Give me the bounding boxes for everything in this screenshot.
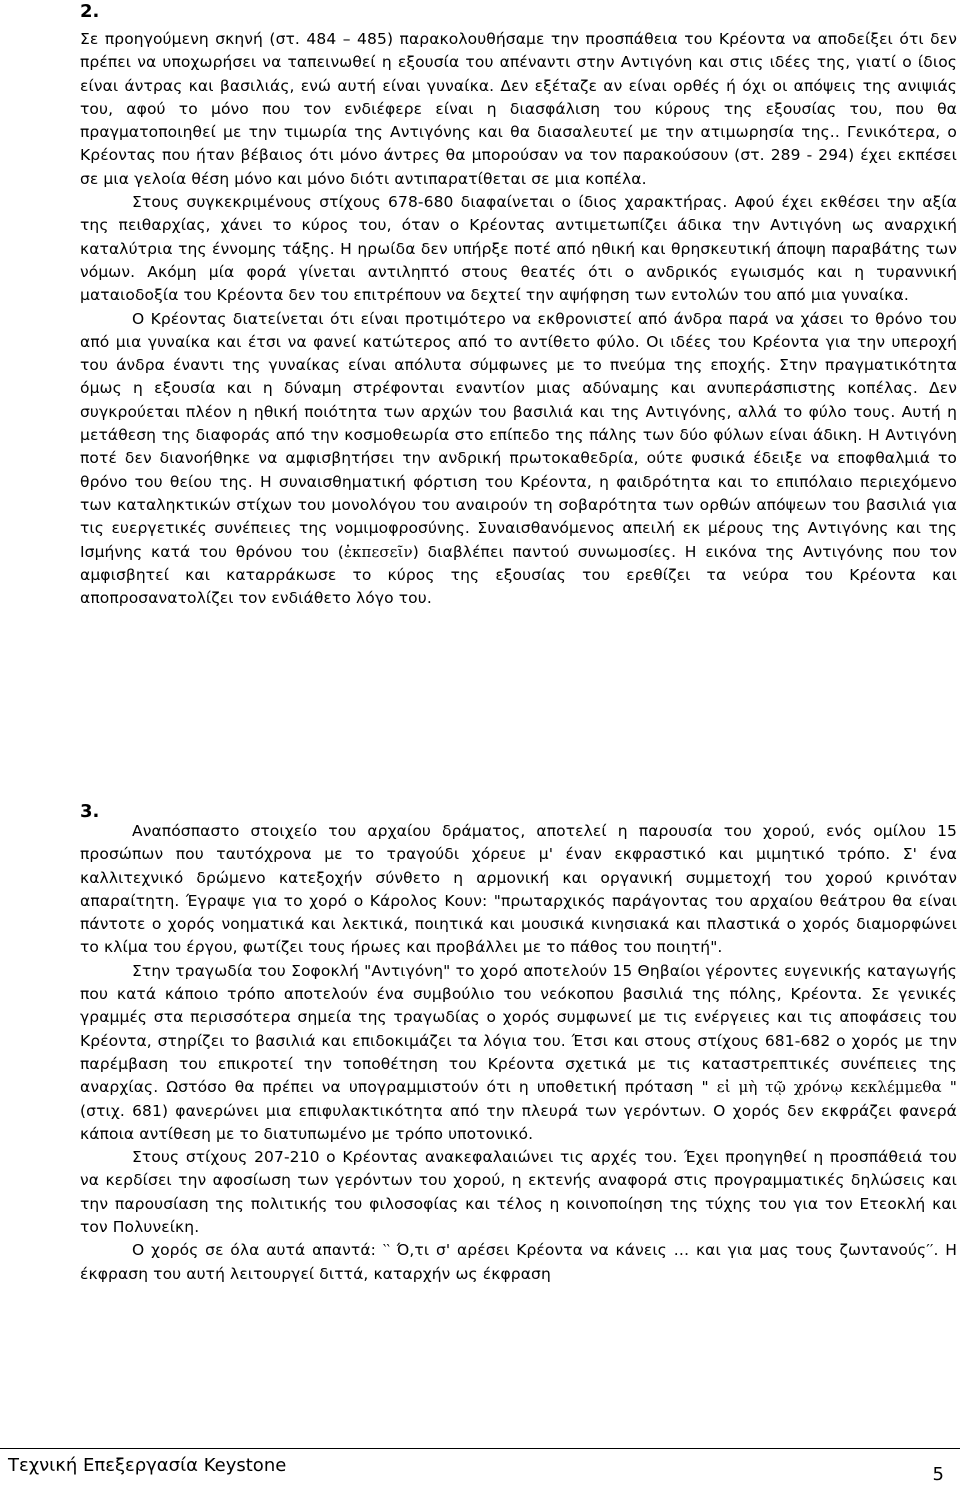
section-3-body: [80, 820, 957, 1286]
paragraph-3-end: ) διαβλέπει παντού συνωμοσίες. Η εικόνα της Αντιγόνης που τον αμφισβητεί και καταρράκωσε το κύρος της εξουσίας του ερεθίζει τα νεύρα του Κρέοντα και αποπροσανατολίζει τον ενδιάθετο λόγο του.: [80, 542, 957, 608]
section-3-number: 3.: [80, 801, 100, 822]
page-number: 5: [932, 1464, 944, 1485]
paragraph-2-text: Στην τραγωδία του Σοφοκλή "Αντιγόνη" το χορό αποτελούν 15 Θηβαίοι γέροντες ευγενικής καταγωγής που κατά κάποιο τρόπο αποτελούν ένα συμβούλιο του νεόκοπου βασιλιά της πόλης, Κρέοντα. Σε γενικές γραμμές στα περισσότερα σημεία της τραγωδίας ο χορός συμφωνεί με τις ενέργειες και τις αποφάσεις του Κρέοντα, στηρίζει το βασιλιά και επιδοκιμάζει τα λόγια του. Έτσι και στους στίχους 681-682 ο χορός με την παρέμβαση του επικροτεί την τοποθέτηση του Κρέοντα σχετικά με τις καταστρεπτικές συνέπειες της αναρχίας. Ωστόσο θα πρέπει να υπογραμμιστούν ότι η υποθετική πρόταση ": [80, 961, 957, 1097]
section-2-paragraph-2: Στους συγκεκριμένους στίχους 678-680 διαφαίνεται ο ίδιος χαρακτήρας. Αφού έχει εκθέσει την αξία της πειθαρχίας, χάνει το κύρος του, όταν ο Κρέοντας αντιμετωπίζει άδικα την Αντιγόνη ως αναρχική καταλύτρια της έννομης τάξης. Η ηρωίδα δεν υπήρξε ποτέ από ηθική και θρησκευτική άποψη παραβάτης των νόμων. Ακόμη μία φορά γίνεται αντιληπτό στους θεατές ότι ο ανδρικός εγωισμός και η τυραννική ματαιοδοξία του Κρέοντα δεν του επιτρέπουν να δεχτεί την αψήφηση των εντολών του από μια γυναίκα.: [80, 193, 957, 305]
paragraph-2-end: " (στιχ. 681) φανερώνει μια επιφυλακτικότητα από την πλευρά των γερόντων. Ο χορός δεν εκφράζει φανερά κάποια αντίθεση με το διατυπωμένο με τρόπο υποτονικό.: [80, 1078, 957, 1143]
footer-credit: Τεχνική Επεξεργασία Keystone: [8, 1455, 287, 1476]
section-2-body: [80, 28, 957, 610]
ancient-greek-word: ἐκπεσεῖν: [343, 542, 413, 561]
section-2-number: 2.: [80, 1, 100, 22]
section-3-paragraph-1: Αναπόσπαστο στοιχείο του αρχαίου δράματος, αποτελεί η παρουσία του χορού, ενός ομίλου 15 προσώπων που ταυτόχρονα με το τραγούδι χόρευε μ' έναν εκφραστικό και μιμητικό τρόπο. Σ' ένα καλλιτεχνικό δρώμενο κατεξοχήν σύνθετο η αρμονική και οργανική συμμετοχή του χορού κρινόταν απαραίτητη. Έγραψε για το χορό ο Κάρολος Κουν: "πρωταρχικός παράγοντας του αρχαίου θεάτρου θα είναι πάντοτε ο χορός νοηματικά και λεκτικά, ποιητικά και μουσικά κινησιακά και πλαστικά ο χορός διαμορφώνει το κλίμα του έργου, φωτίζει τους ήρωες και προβάλλει με το πάθος του ποιητή".: [80, 822, 957, 957]
paragraph-3-text: Ο Κρέοντας διατείνεται ότι είναι προτιμότερο να εκθρονιστεί από άνδρα παρά να χάσει το θρόνο του από μια γυναίκα και έτσι να φανεί κατώτερος από το αντίθετο φύλο. Οι ιδέες του Κρέοντα για την υπεροχή του άνδρα έναντι της γυναίκας είναι απόλυτα σύμφωνες με το πνεύμα της εποχής. Στην πραγματικότητα όμως η εξουσία και η δύναμη στρέφονται εναντίον μιας αδύναμης και ανυπεράσπιστης κοπέλας. Δεν συγκρούεται πλέον η ηθική ποιότητα των αρχών του βασιλιά και της Αντιγόνης, αλλά το φύλο τους. Αυτή η μετάθεση της διαφοράς από την κοσμοθεωρία στο επίπεδο της πάλης των δύο φύλων είναι άδικη. Η Αντιγόνη ποτέ δεν διανοήθηκε να αμφισβητήσει την ανδρική πρωτοκαθεδρία, ούτε φυσικά έδειξε να εποφθαλμιά το θρόνο του θείου της. Η συναισθηματική φόρτιση του Κρέοντα, η φαιδρότητα και το επιπόλαιο περιεχόμενο των καταληκτικών στίχων του μονολόγου του αναιρούν τη σοβαρότητα των ορθών απόψεων του βασιλιά για τις ευεργετικές συνέπειες της νομιμοφροσύνης. Συναισθανόμενος απειλή εκ μέρους της Αντιγόνης και της Ισμήνης κατά του θρόνου του (: [80, 309, 957, 561]
footer-divider: [0, 1448, 960, 1449]
section-3-paragraph-4: Ο χορός σε όλα αυτά απαντά: ‵‵ Ό,τι σ' αρέσει Κρέοντα να κάνεις … και για μας τους ζωντανούς′′. Η έκφραση του αυτή λειτουργεί διττά, καταρχήν ως έκφραση: [80, 1241, 957, 1283]
section-2-paragraph-3: [80, 308, 957, 611]
section-3-paragraph-3: Στους στίχους 207-210 ο Κρέοντας ανακεφαλαιώνει τις αρχές του. Έχει προηγηθεί η προσπάθειά του να κερδίσει την αφοσίωση των γερόντων του χορού, η εκτενής αναφορά στις προγραμματικές δηλώσεις και την παρουσίαση της πολιτικής του φιλοσοφίας και τέλος η κοινοποίηση της τύχης του για τον Ετεοκλή και τον Πολυνείκη.: [80, 1148, 957, 1237]
ancient-greek-phrase: εἰ μὴ τῷ χρόνῳ κεκλέμμεθα: [716, 1078, 942, 1097]
section-3-paragraph-2: [80, 960, 957, 1146]
section-2-paragraph-1: Σε προηγούμενη σκηνή (στ. 484 – 485) παρακολουθήσαμε την προσπάθεια του Κρέοντα να αποδείξει ότι δεν πρέπει να υποχωρήσει να ταπεινωθεί η εξουσία του απέναντι στην Αντιγόνη και στις ιδέες της, γιατί ο ίδιος είναι άντρας και βασιλιάς, ενώ αυτή είναι γυναίκα. Δεν εξέταζε αν είναι ορθές ή όχι οι απόψεις της ανιψιάς του, αφού το μόνο που τον ενδιέφερε είναι η διασφάλιση του κύρους της εξουσίας του, που θα πραγματοποιηθεί με την τιμωρία της Αντιγόνης και θα διασαλευτεί με την ατιμωρησία της.. Γενικότερα, ο Κρέοντας που ήταν βέβαιος ότι μόνο άντρες θα μπορούσαν να τον παρακούσουν (στ. 289 - 294) έχει εκπέσει σε μια γελοία θέση μόνο και μόνο διότι αντιπαρατίθεται σε μια κοπέλα.: [80, 30, 957, 188]
